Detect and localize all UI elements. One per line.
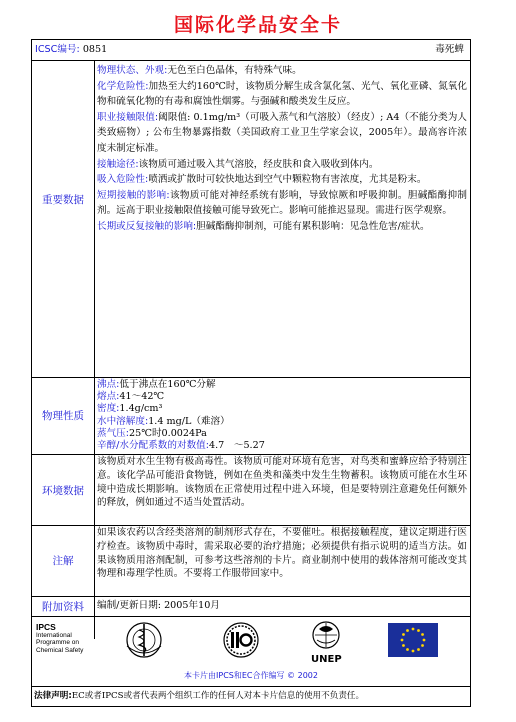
eu-star	[421, 633, 424, 636]
eu-star	[423, 639, 426, 642]
important-data-block	[97, 63, 467, 235]
prop-label: 水中溶解度:	[97, 415, 149, 427]
unep-label: UNEP	[311, 654, 342, 665]
item-label: 短期接触的影响:	[97, 189, 170, 201]
section-label-physical: 物理性质	[42, 410, 84, 422]
notes-text: 如果该农药以含经类溶剂的制剂形式存在，不要催吐。根据接触程度，建议定期进行医疗检查。该物质中毒时，需采取必要的治疗措施；必须提供有指示说明的适当方法。如果该物质用溶剂配制，可参考这些溶剂的卡片。商业制剂中使用的载体溶剂可能改变其物理和毒理学性质。不要将工作服带回家中。	[97, 527, 467, 580]
icsc-label: ICSC编号:	[35, 44, 80, 55]
item-appearance	[97, 63, 467, 79]
prop-log-kow	[97, 440, 467, 452]
item-text: 胆碱酯酶抑制剂，可能有累积影响：见急性危害/症状。	[196, 220, 430, 232]
item-text: 加热至大约160℃时，该物质分解生成含氯化氢、光气、氧化亚磷、氮氧化物和硫氧化物的有毒和腐蚀性烟雾。与强碱和酸类发生反应。	[97, 80, 467, 108]
chemical-safety-card	[31, 39, 471, 707]
icsc-number	[35, 43, 107, 57]
icsc-value: 0851	[82, 44, 108, 55]
ilo-emblem-icon	[222, 620, 260, 660]
prop-melting-point	[97, 391, 467, 403]
divider	[32, 60, 470, 61]
additional-data-text: 编制/更新日期: 2005年10月	[97, 600, 220, 611]
prop-label: 熔点:	[97, 391, 120, 403]
eu-star	[421, 644, 424, 647]
prop-boiling-point	[97, 379, 467, 391]
prop-label: 密度:	[97, 403, 120, 415]
environment-data-text: 该物质对水生生物有极高毒性。该物质可能对环境有危害，对鸟类和蜜蜂应给予特别注意。该化学品可能沿食物链，例如在鱼类和藻类中发生生物蓄积。该物质可能在水生环境中造成长期影响。该物质在正常使用过程中进入环境，但是要特别注意避免任何额外的释放，例如通过不适当处置活动。	[97, 456, 467, 509]
item-label: 化学危险性:	[97, 80, 149, 92]
legal-statement	[34, 689, 468, 701]
item-label: 吸入危险性:	[97, 174, 149, 186]
eu-star	[401, 639, 404, 642]
section-label-environment: 环境数据	[42, 485, 84, 497]
item-chemical-hazard	[97, 79, 467, 110]
eu-flag-icon	[388, 623, 438, 657]
ipcs-title: IPCS	[36, 622, 56, 632]
ipcs-logo	[36, 624, 83, 654]
item-exposure-limits	[97, 110, 467, 157]
eu-star	[402, 644, 405, 647]
ipcs-line: Programme on	[36, 639, 79, 647]
card-title: 国际化学品安全卡	[173, 14, 342, 36]
item-long-term	[97, 219, 467, 235]
item-text: 该物质可能对神经系统有影响，导致惊厥和呼吸抑制。胆碱酯酶抑制剂。远高于职业接触限值接触可能导致死亡。影响可能推迟显现。需进行医学观察。	[97, 189, 468, 217]
ipcs-line: International	[36, 632, 72, 640]
prop-label: 沸点:	[97, 379, 120, 390]
eu-star	[402, 633, 405, 636]
eu-star	[412, 628, 415, 631]
section-label-additional: 附加资料	[42, 601, 84, 613]
prop-value: 25℃时0.0024Pa	[129, 427, 207, 439]
prop-label: 蒸气压:	[97, 427, 130, 439]
divider	[32, 616, 470, 617]
prop-value: 1.4 mg/L（难溶）	[148, 415, 230, 427]
prop-value: 低于沸点在160℃分解	[119, 379, 216, 390]
divider	[32, 686, 470, 687]
item-short-term	[97, 188, 467, 219]
item-text: 喷洒或扩散时可较快地达到空气中颗粒物有害浓度，尤其是粉末。	[148, 174, 427, 186]
item-text: 无色至白色晶体，有特殊气味。	[167, 65, 302, 76]
prop-label: 辛醇/水分配系数的对数值:	[97, 440, 209, 452]
prop-vapor-pressure	[97, 428, 467, 440]
item-text: 阈限值: 0.1mg/m³（可吸入蒸气和气溶胶）（经皮）; A4（不能分类为人类致癌物）; 公布生物暴露指数（美国政府工业卫生学家会议，2005年）。最高容许浓度未制定标准。	[97, 111, 468, 154]
divider	[32, 596, 470, 597]
legal-label: 法律声明:	[34, 691, 72, 701]
eu-star	[417, 648, 420, 651]
eu-star	[406, 648, 409, 651]
item-text: 该物质可通过吸入其气溶胶，经皮肤和食入吸收到体内。	[138, 158, 379, 170]
section-label-important: 重要数据	[42, 194, 84, 206]
item-label: 接触途径:	[97, 158, 139, 170]
who-emblem-icon	[124, 620, 164, 660]
prop-density	[97, 403, 467, 415]
item-inhalation-hazard	[97, 172, 467, 188]
prop-value: 4.7 ～5.27	[209, 440, 265, 452]
item-label: 长期或反复接触的影响:	[97, 220, 197, 232]
legal-text: EC或者IPCS或者代表两个组织工作的任何人对本卡片信息的使用不负责任。	[71, 691, 365, 701]
physical-properties-block	[97, 379, 467, 452]
prop-solubility	[97, 416, 467, 428]
eu-star	[412, 650, 415, 653]
item-label: 物理状态、外观:	[97, 65, 168, 76]
section-label-notes: 注解	[52, 555, 74, 567]
prop-value: 41～42℃	[119, 391, 165, 403]
credit-line: 本卡片由IPCS和EC合作编写 © 2002	[184, 671, 318, 680]
eu-star	[417, 629, 420, 632]
column-divider	[94, 60, 95, 639]
divider	[32, 377, 470, 378]
unep-emblem-icon	[306, 620, 346, 654]
item-label: 职业接触限值:	[97, 111, 159, 123]
prop-value: 1.4g/cm³	[119, 403, 163, 415]
ipcs-line: Chemical Safety	[36, 646, 84, 654]
item-exposure-route	[97, 157, 467, 173]
chemical-name: 毒死蜱	[435, 44, 464, 55]
eu-star	[406, 629, 409, 632]
